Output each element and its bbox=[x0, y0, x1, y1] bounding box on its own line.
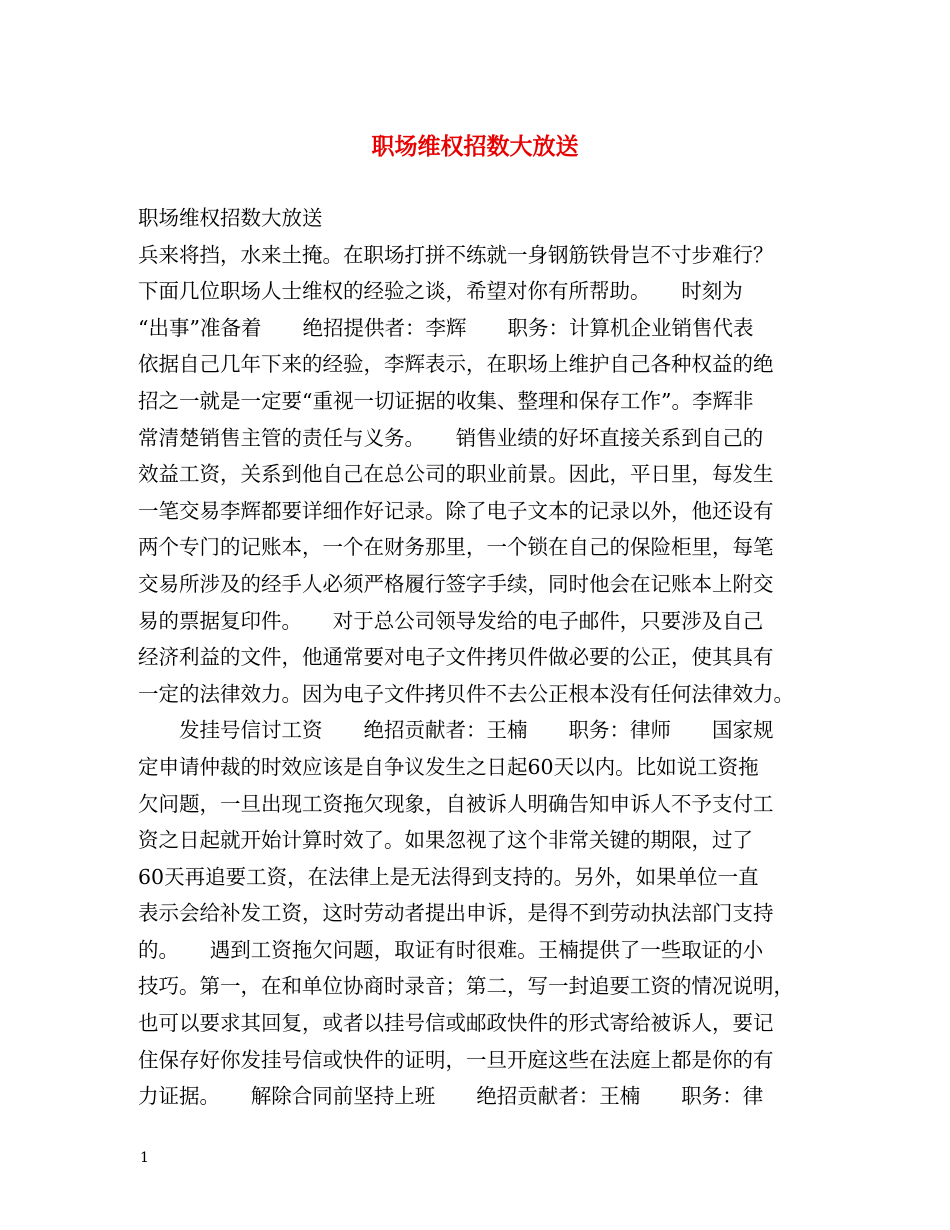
body-line: 技巧。第一，在和单位协商时录音；第二，写一封追要工资的情况说明， bbox=[138, 974, 794, 999]
body-line: “出事”准备着 绝招提供者：李辉 职务：计算机企业销售代表 bbox=[138, 315, 754, 340]
body-line: 职场维权招数大放送 bbox=[138, 206, 323, 230]
body-line: 两个专门的记账本，一个在财务那里，一个锁在自己的保险柜里，每笔 bbox=[138, 535, 774, 560]
body-line: 表示会给补发工资，这时劳动者提出申诉，是得不到劳动执法部门支持 bbox=[138, 901, 774, 926]
body-line: 易的票据复印件。 对于总公司领导发给的电子邮件，只要涉及自己 bbox=[138, 608, 764, 633]
body-line: 发挂号信讨工资 绝招贡献者：王楠 职务：律师 国家规 bbox=[138, 718, 774, 743]
body-line: 的。 遇到工资拖欠问题，取证有时很难。王楠提供了一些取证的小 bbox=[138, 937, 764, 962]
body-line: 兵来将挡，水来土掩。在职场打拼不练就一身钢筋铁骨岂不寸步难行？ bbox=[138, 242, 774, 267]
body-line: 也可以要求其回复，或者以挂号信或邮政快件的形式寄给被诉人，要记 bbox=[138, 1011, 774, 1036]
body-line: 招之一就是一定要“重视一切证据的收集、整理和保存工作”。李辉非 bbox=[138, 388, 754, 413]
body-line: 资之日起就开始计算时效了。如果忽视了这个非常关键的期限，过了 bbox=[138, 828, 753, 853]
body-line: 交易所涉及的经手人必须严格履行签字手续，同时他会在记账本上附交 bbox=[138, 571, 774, 596]
body-line: 依据自己几年下来的经验，李辉表示，在职场上维护自己各种权益的绝 bbox=[138, 352, 774, 377]
document-title: 职场维权招数大放送 bbox=[371, 133, 579, 160]
page-number: 1 bbox=[140, 1150, 149, 1166]
body-line: 力证据。 解除合同前坚持上班 绝招贡献者：王楠 职务：律 bbox=[138, 1084, 764, 1109]
body-line: 住保存好你发挂号信或快件的证明，一旦开庭这些在法庭上都是你的有 bbox=[138, 1047, 774, 1072]
body-line: 60天再追要工资，在法律上是无法得到支持的。另外，如果单位一直 bbox=[138, 864, 759, 889]
document-body bbox=[138, 200, 838, 1115]
body-line: 效益工资，关系到他自己在总公司的职业前景。因此，平日里，每发生 bbox=[138, 462, 774, 487]
body-line: 常清楚销售主管的责任与义务。 销售业绩的好坏直接关系到自己的 bbox=[138, 425, 764, 450]
body-line: 欠问题，一旦出现工资拖欠现象，自被诉人明确告知申诉人不予支付工 bbox=[138, 791, 774, 816]
body-line: 经济利益的文件，他通常要对电子文件拷贝件做必要的公正，使其具有 bbox=[138, 645, 774, 670]
body-line: 一定的法律效力。因为电子文件拷贝件不去公正根本没有任何法律效力。 bbox=[138, 681, 794, 706]
body-line: 下面几位职场人士维权的经验之谈，希望对你有所帮助。 时刻为 bbox=[138, 279, 743, 304]
body-line: 一笔交易李辉都要详细作好记录。除了电子文本的记录以外，他还设有 bbox=[138, 498, 774, 523]
body-line: 定申请仲裁的时效应该是自争议发生之日起60天以内。比如说工资拖 bbox=[138, 754, 759, 779]
